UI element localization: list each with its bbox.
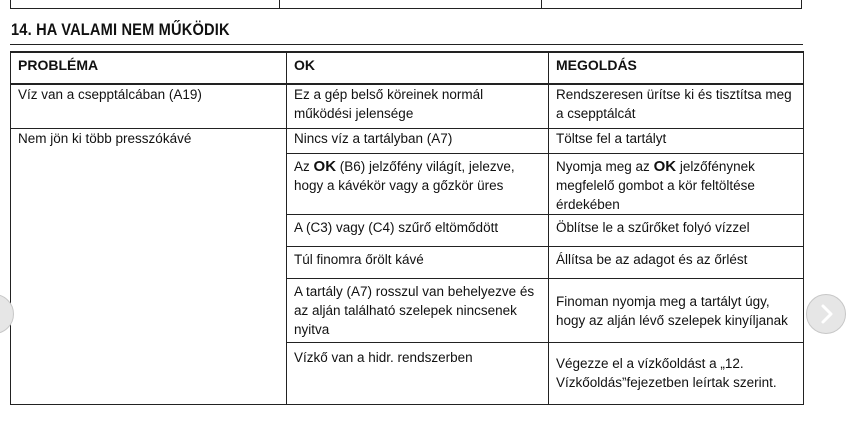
problem-cell: Víz van a csepptálcában (A19) (11, 84, 287, 128)
section-title: 14. HA VALAMI NEM MŰKÖDIK (11, 20, 230, 39)
header-cause: OK (287, 52, 549, 84)
cause-prefix: Az (294, 158, 310, 174)
cause-cell: Ez a gép belső köreinek normál működési jelensége (287, 84, 549, 128)
chevron-right-icon (807, 295, 845, 333)
solution-cell: Öblítse le a szűrőket folyó vízzel (549, 214, 804, 246)
chevron-left-icon (0, 295, 13, 333)
solution-cell: Rendszeresen ürítse ki és tisztítsa meg a csepptálcát (549, 84, 804, 128)
cause-suffix: (B6) jelzőfény világít, jelezve, hogy a kávékör vagy a gőzkör üres (294, 158, 515, 193)
cause-cell: A (C3) vagy (C4) szűrő eltömődött (287, 214, 549, 246)
problem-cell: Nem jön ki több presszókávé (11, 128, 287, 404)
header-problem: PROBLÉMA (11, 52, 287, 84)
solution-cell: Állítsa be az adagot és az őrlést (549, 246, 804, 278)
cause-cell: Túl finomra őrölt kávé (287, 246, 549, 278)
header-solution: MEGOLDÁS (549, 52, 804, 84)
cause-cell (287, 153, 549, 214)
table-row (11, 128, 804, 153)
section-divider (10, 44, 803, 45)
cause-cell: A tartály (A7) rosszul van behelyezve és az alján található szelepek nincsenek nyitva (287, 278, 549, 342)
solution-cell: Végezze el a vízkőoldást a „12. Vízkőoldás”fejezetben leírtak szerint. (549, 342, 804, 404)
table-header-row (11, 52, 804, 84)
previous-page-button[interactable] (0, 294, 14, 334)
table-row (11, 84, 804, 128)
next-page-button[interactable] (806, 294, 846, 334)
solution-suffix: jelzőfénynek megfelelő gombot a kör feltöltése érdekében (556, 158, 755, 212)
cause-cell: Vízkő van a hidr. rendszerben (287, 342, 549, 404)
ok-indicator-label: OK (313, 157, 337, 175)
previous-table-bottom (10, 0, 802, 9)
solution-cell: Töltse fel a tartályt (549, 128, 804, 153)
solution-cell: Finoman nyomja meg a tartályt úgy, hogy az alján lévő szelepek kinyíljanak (549, 278, 804, 342)
solution-prefix: Nyomja meg az (556, 158, 650, 174)
ok-button-label: OK (653, 157, 677, 175)
troubleshooting-table (10, 51, 804, 405)
solution-cell (549, 153, 804, 214)
cause-cell: Nincs víz a tartályban (A7) (287, 128, 549, 153)
